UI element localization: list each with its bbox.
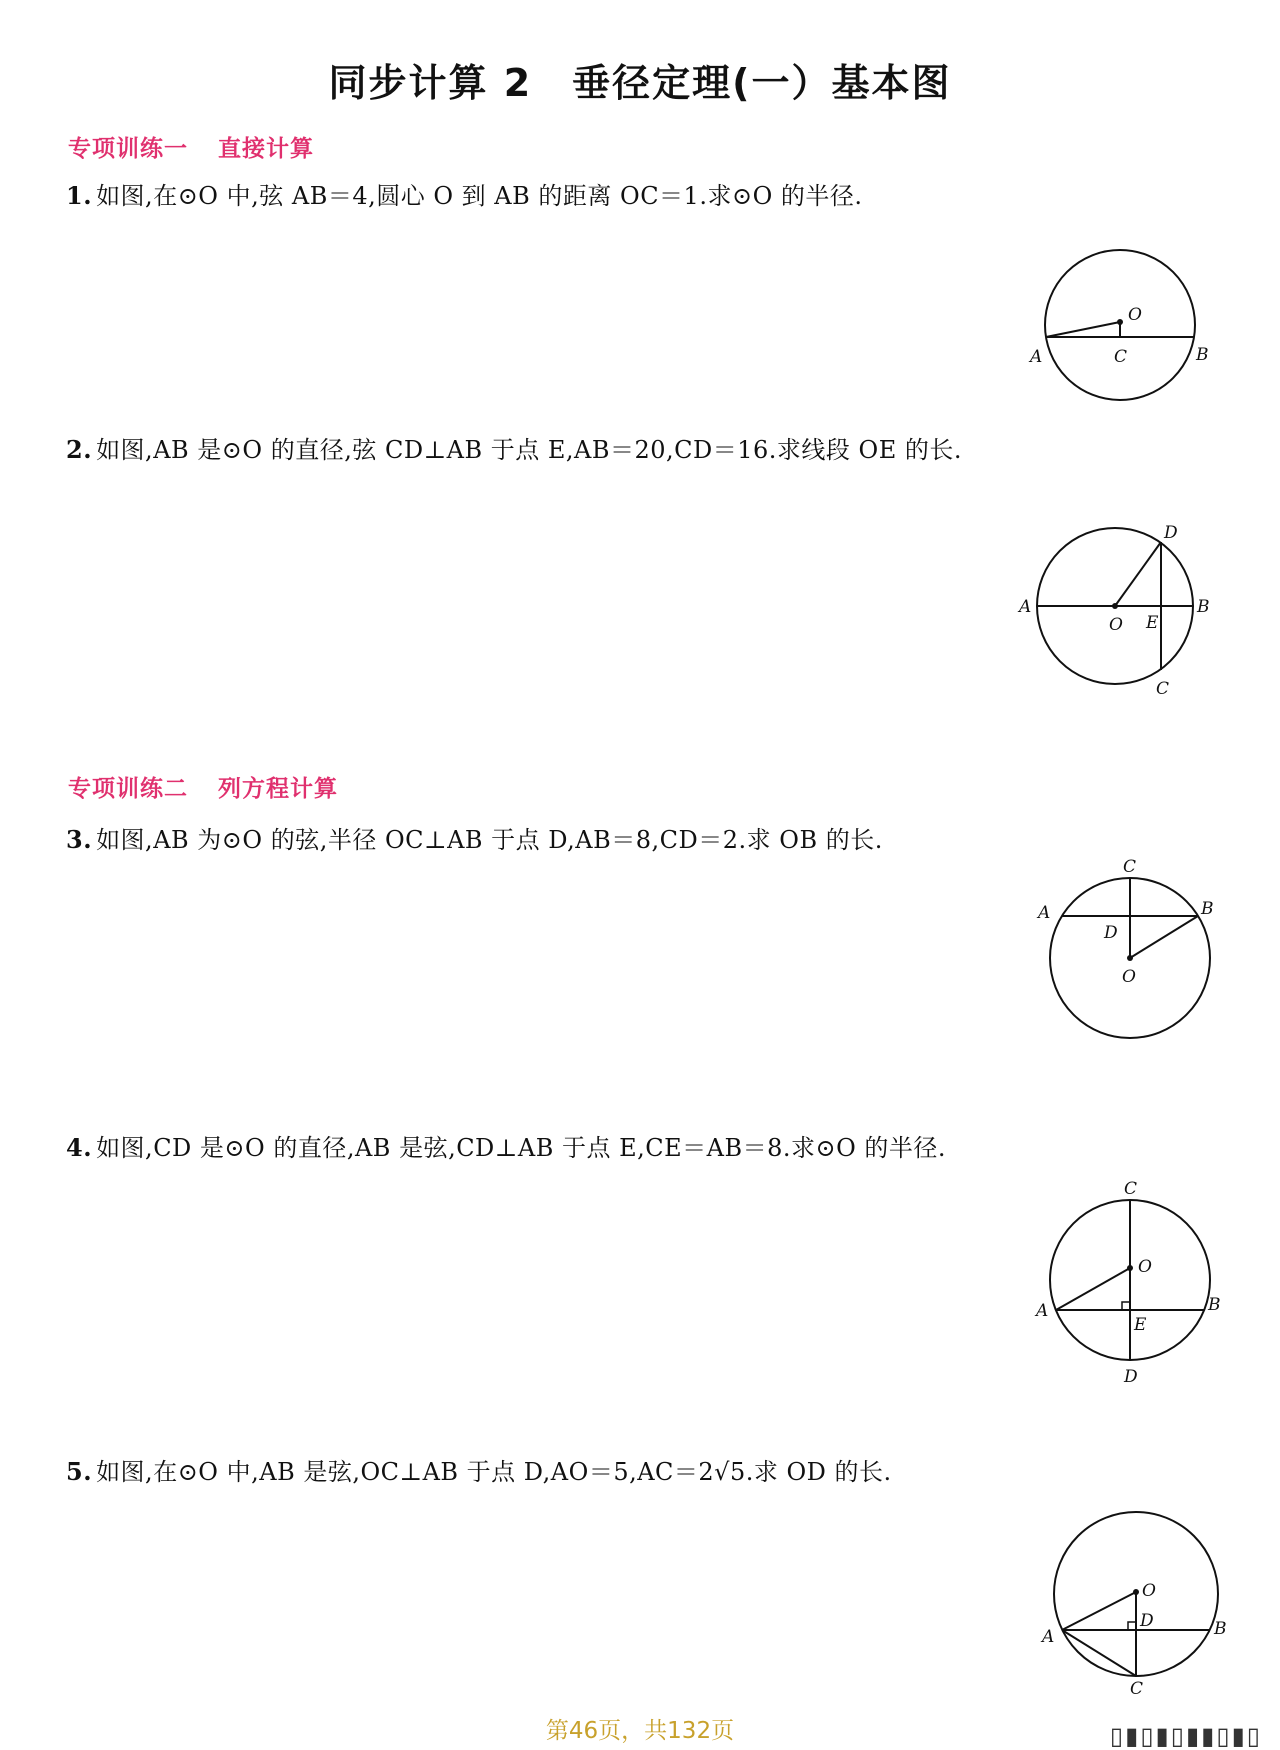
figure-4-diagram	[1030, 1172, 1230, 1387]
figure-1	[1030, 240, 1210, 414]
problem-number: 3.	[66, 825, 93, 854]
label-D: D	[1164, 523, 1178, 543]
label-O: O	[1138, 1257, 1152, 1277]
problem-4	[66, 1128, 946, 1163]
problem-1	[66, 176, 863, 211]
label-A: A	[1038, 903, 1051, 923]
label-A: A	[1042, 1627, 1055, 1647]
problem-text: 如图,AB 为⊙O 的弦,半径 OC⊥AB 于点 D,AB＝8,CD＝2.求 OB 的长.	[96, 826, 883, 854]
label-D: D	[1104, 923, 1118, 943]
page-footer: 第46页，共132页	[545, 1718, 735, 1744]
section-label: 专项训练二	[68, 776, 188, 802]
problem-number: 4.	[66, 1133, 93, 1162]
label-B: B	[1196, 345, 1209, 365]
label-O: O	[1142, 1581, 1156, 1601]
label-E: E	[1134, 1315, 1147, 1335]
problem-number: 1.	[66, 181, 93, 210]
problem-2	[66, 430, 962, 465]
label-D: D	[1140, 1611, 1154, 1631]
figure-3-diagram	[1034, 858, 1224, 1048]
section-topic: 直接计算	[218, 136, 314, 162]
figure-2	[1014, 518, 1234, 702]
problem-text: 如图,AB 是⊙O 的直径,弦 CD⊥AB 于点 E,AB＝20,CD＝16.求线段 OE 的长.	[96, 436, 963, 464]
label-C: C	[1130, 1679, 1144, 1699]
page-title: 同步计算 2 垂径定理(一）基本图	[328, 61, 952, 105]
label-B: B	[1214, 1619, 1227, 1639]
section-label: 专项训练一	[68, 136, 188, 162]
label-A: A	[1030, 347, 1043, 367]
figure-5-diagram	[1034, 1510, 1234, 1699]
label-O: O	[1128, 305, 1142, 325]
figure-2-diagram	[1014, 518, 1234, 698]
label-C: C	[1123, 857, 1137, 877]
label-D: D	[1124, 1367, 1138, 1387]
figure-1-diagram	[1030, 240, 1210, 410]
label-O: O	[1122, 967, 1136, 987]
problem-3	[66, 820, 883, 855]
label-E: E	[1146, 613, 1159, 633]
figure-3	[1034, 858, 1224, 1052]
label-B: B	[1201, 899, 1214, 919]
label-C: C	[1156, 679, 1170, 699]
problem-number: 5.	[66, 1457, 93, 1486]
label-A: A	[1019, 597, 1032, 617]
label-A: A	[1036, 1301, 1049, 1321]
label-C: C	[1124, 1179, 1138, 1199]
problem-text: 如图,在⊙O 中,AB 是弦,OC⊥AB 于点 D,AO＝5,AC＝2√5.求 OD 的长.	[96, 1458, 892, 1486]
label-O: O	[1109, 615, 1123, 635]
problem-text: 如图,在⊙O 中,弦 AB＝4,圆心 O 到 AB 的距离 OC＝1.求⊙O 的半径.	[96, 182, 863, 210]
problem-number: 2.	[66, 435, 93, 464]
label-B: B	[1197, 597, 1210, 617]
viewer-toolbar-icon[interactable]: ▯▮▯▮▯▮▮▯▮▯	[1109, 1722, 1262, 1750]
section-heading-2	[68, 770, 338, 803]
section-topic: 列方程计算	[218, 776, 338, 802]
label-B: B	[1208, 1295, 1221, 1315]
problem-text: 如图,CD 是⊙O 的直径,AB 是弦,CD⊥AB 于点 E,CE＝AB＝8.求⊙O 的半径.	[96, 1134, 947, 1162]
figure-5	[1034, 1510, 1234, 1699]
problem-5	[66, 1452, 892, 1487]
label-C: C	[1114, 347, 1128, 367]
figure-4	[1030, 1172, 1230, 1386]
section-heading-1	[68, 130, 314, 163]
